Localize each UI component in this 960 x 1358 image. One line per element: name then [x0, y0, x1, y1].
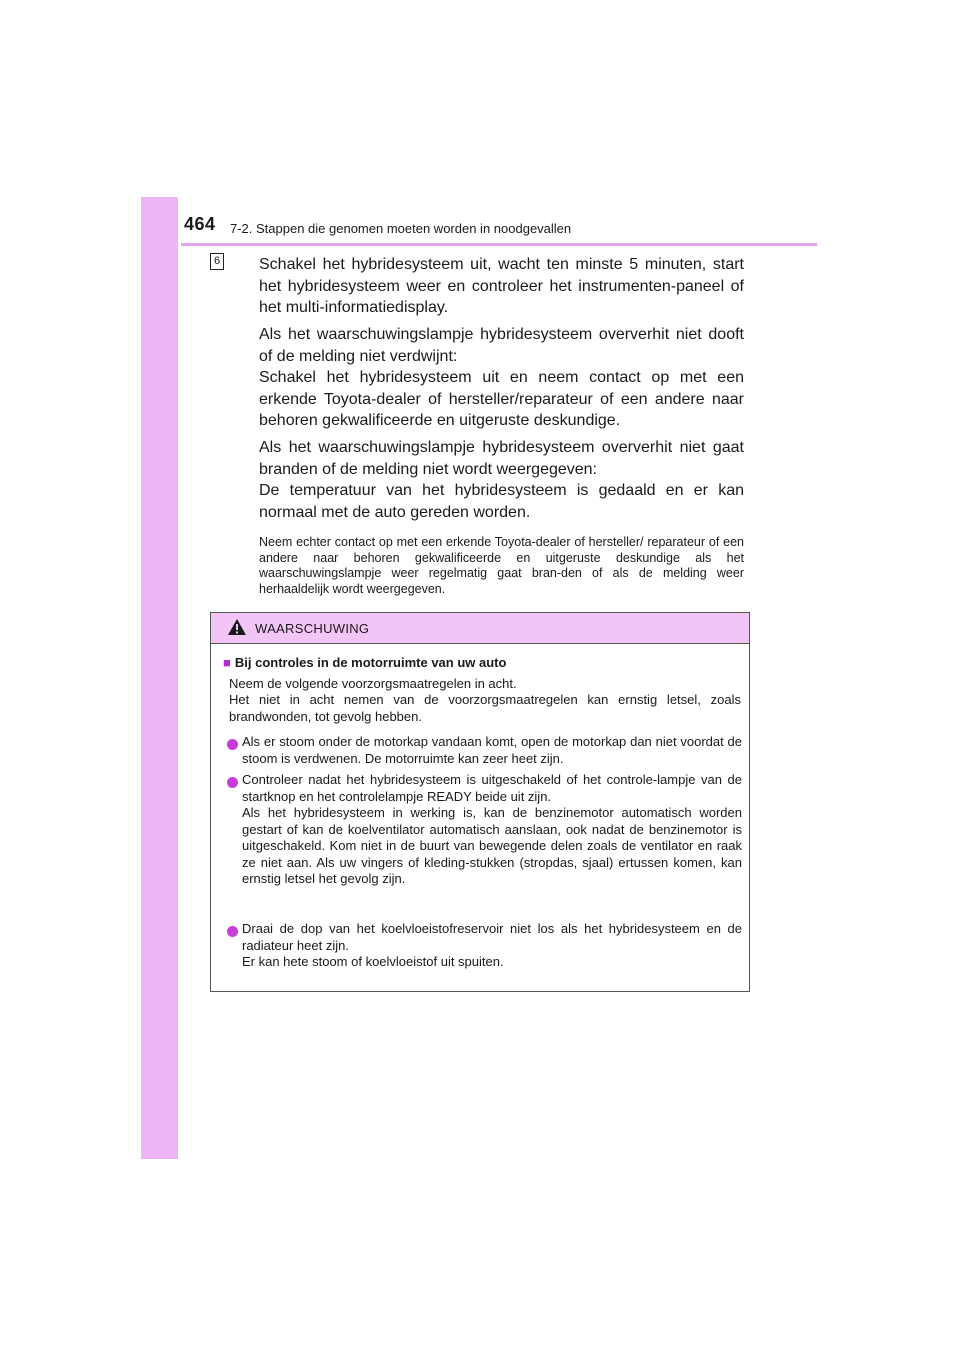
side-tab-bar [141, 197, 178, 1159]
warning-section-title-text: Bij controles in de motorruimte van uw auto [234, 655, 507, 670]
warning-bullet-3-continued: Er kan hete stoom of koelvloeistof uit spuiten. [242, 954, 504, 969]
bullet-icon [227, 777, 238, 788]
warning-label: WAARSCHUWING [255, 621, 370, 636]
section-square-icon: ■ [223, 655, 231, 670]
header-rule [181, 243, 817, 246]
warning-triangle-icon [227, 618, 247, 636]
step-paragraph-3a: Als het waarschuwingslampje hybridesysteem oververhit niet gaat branden of de melding niet wordt weergegeven: [259, 439, 744, 478]
warning-header [211, 613, 749, 644]
warning-bullet-2-continued: Als het hybridesysteem in werking is, kan de benzinemotor automatisch worden gestart of kan de koelventilator automatisch aanslaan, ook nadat de benzinemotor is uitgeschakeld. Kom niet in de buurt van bewegende delen zoals de ventilator en raak ze niet aan. Als uw vingers of kleding-stukken (stropdas, sjaal) ertussen komen, kan ernstig letsel het gevolg zijn. [242, 805, 742, 886]
warning-bullet-1: Als er stoom onder de motorkap vandaan komt, open de motorkap dan niet voordat de stoom is verdwenen. De motorruimte kan zeer heet zijn. [242, 734, 742, 766]
bullet-icon [227, 739, 238, 750]
step-paragraph-1: Schakel het hybridesysteem uit, wacht ten minste 5 minuten, start het hybridesysteem weer en controleer het instrumenten-paneel of het multi-informatiedisplay. [259, 256, 744, 316]
step-paragraph-2a: Als het waarschuwingslampje hybridesysteem oververhit niet dooft of de melding niet verdwijnt: [259, 326, 744, 365]
step-paragraph-2b: Schakel het hybridesysteem uit en neem contact op met een erkende Toyota-dealer of hersteller/reparateur of een andere naar behoren gekwalificeerde en uitgeruste deskundige. [259, 369, 744, 429]
step-paragraph-3b: De temperatuur van het hybridesysteem is gedaald en er kan normaal met de auto gereden worden. [259, 482, 744, 521]
warning-intro-1: Neem de volgende voorzorgsmaatregelen in acht. [229, 676, 517, 691]
bullet-icon [227, 926, 238, 937]
step-note: Neem echter contact op met een erkende Toyota-dealer of hersteller/ reparateur of een andere naar behoren gekwalificeerde en uitgeruste deskundige als het waarschuwingslampje weer regelmatig gaat bran-den of als de melding weer herhaaldelijk wordt weergegeven. [259, 535, 744, 596]
warning-intro-2: Het niet in acht nemen van de voorzorgsmaatregelen kan ernstig letsel, zoals brandwonden, tot gevolg hebben. [229, 692, 741, 724]
chapter-title: 7-2. Stappen die genomen moeten worden in noodgevallen [230, 221, 572, 236]
warning-box [210, 612, 750, 992]
warning-bullet-2: Controleer nadat het hybridesysteem is uitgeschakeld of het controle-lampje van de startknop en het controlelampje READY beide uit zijn. [242, 772, 742, 804]
page-number: 464 [184, 214, 216, 234]
warning-bullet-3: Draai de dop van het koelvloeistofreservoir niet los als het hybridesysteem en de radiateur heet zijn. [242, 921, 742, 953]
step-number-box: 6 [210, 253, 224, 270]
warning-section-title [223, 655, 506, 670]
